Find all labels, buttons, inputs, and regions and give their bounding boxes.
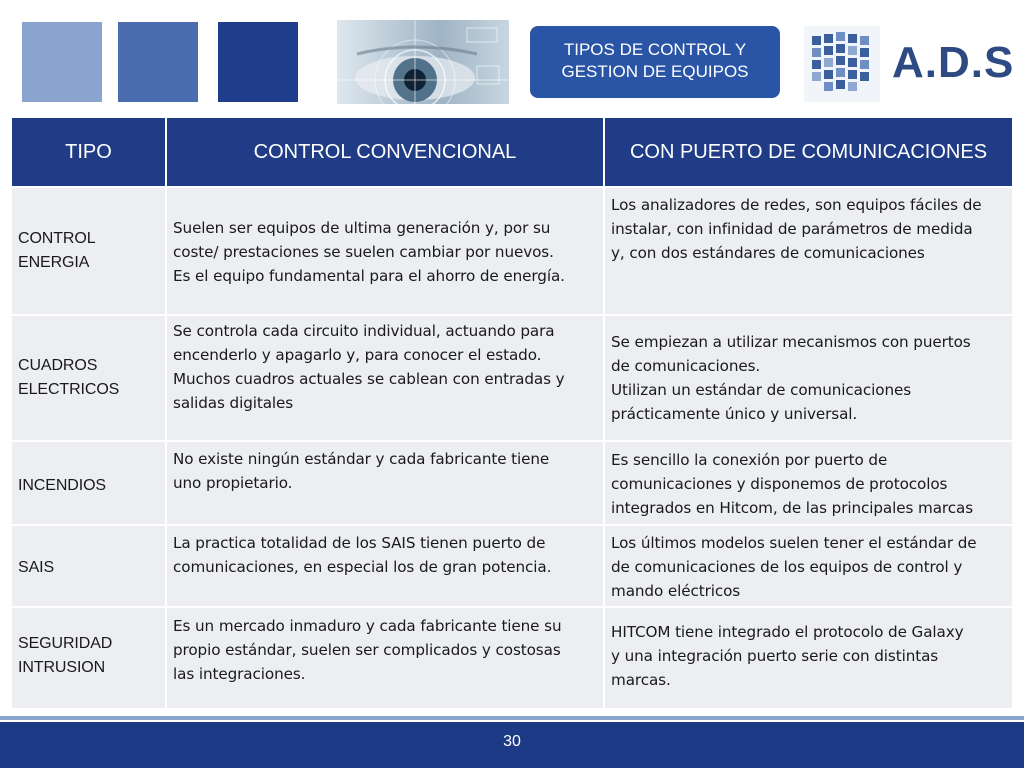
decorative-square-light — [22, 22, 102, 102]
table-row-4-convencional: La practica totalidad de los SAIS tienen puerto de comunicaciones, en especial los de gran potencia. — [167, 526, 603, 606]
table-row-2-puerto: Se empiezan a utilizar mecanismos con puertos de comunicaciones. Utilizan un estándar de comunicaciones prácticamente único y universal. — [605, 316, 1012, 440]
table-row-5-convencional: Es un mercado inmaduro y cada fabricante tiene su propio estándar, suelen ser complicados y costosas las integraciones. — [167, 608, 603, 708]
slide-title — [530, 26, 780, 98]
table-row-4-puerto: Los últimos modelos suelen tener el estándar de de comunicaciones de los equipos de control y mando eléctricos — [605, 526, 1012, 606]
column-header-convencional: CONTROL CONVENCIONAL — [167, 118, 603, 186]
table-row-3-puerto: Es sencillo la conexión por puerto de comunicaciones y disponemos de protocolos integrados en Hitcom, de las principales marcas — [605, 442, 1012, 524]
logo-cube-icon — [804, 26, 880, 102]
eye-scan-image — [337, 20, 509, 104]
decorative-square-dark — [218, 22, 298, 102]
table-row-2-convencional: Se controla cada circuito individual, actuando para encenderlo y apagarlo y, para conocer el estado. Muchos cuadros actuales se cablean con entradas y salidas digitales — [167, 316, 603, 440]
slide-title-line2: GESTION DE EQUIPOS — [561, 62, 749, 81]
table-row-3-tipo: INCENDIOS — [12, 442, 165, 524]
slide-title-line1: TIPOS DE CONTROL Y — [563, 40, 747, 59]
company-logo — [800, 24, 1020, 104]
table-row-3-convencional: No existe ningún estándar y cada fabricante tiene uno propietario. — [167, 442, 603, 524]
logo-text: A.D.S — [892, 38, 1015, 87]
decorative-square-medium — [118, 22, 198, 102]
column-header-tipo: TIPO — [12, 118, 165, 186]
table-row-1-puerto: Los analizadores de redes, son equipos fáciles de instalar, con infinidad de parámetros de medida y, con dos estándares de comunicaciones — [605, 188, 1012, 314]
page-number: 30 — [503, 733, 521, 750]
footer-accent-line — [0, 716, 1024, 720]
table-row-5-puerto: HITCOM tiene integrado el protocolo de Galaxy y una integración puerto serie con distintas marcas. — [605, 608, 1012, 708]
table-row-4-tipo: SAIS — [12, 526, 165, 606]
table-row-5-tipo: SEGURIDAD INTRUSION — [12, 608, 165, 708]
table-row-2-tipo: CUADROS ELECTRICOS — [12, 316, 165, 440]
table-row-1-convencional: Suelen ser equipos de ultima generación y, por su coste/ prestaciones se suelen cambiar por nuevos. Es el equipo fundamental para el ahorro de energía. — [167, 188, 603, 314]
column-header-puerto: CON PUERTO DE COMUNICACIONES — [605, 118, 1012, 186]
table-row-1-tipo: CONTROL ENERGIA — [12, 188, 165, 314]
